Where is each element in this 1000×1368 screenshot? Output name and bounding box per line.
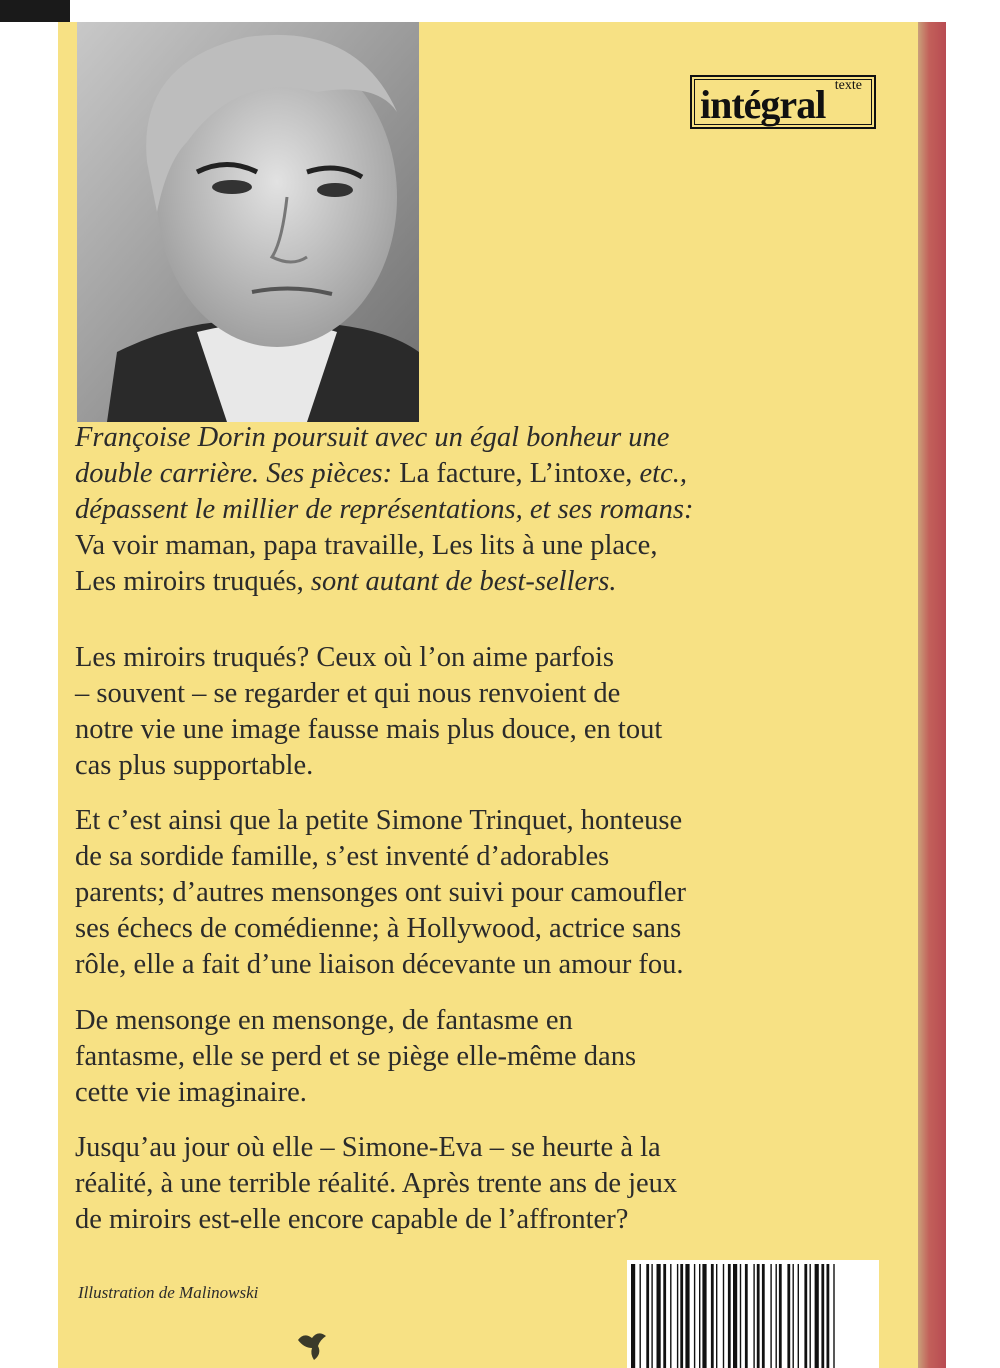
author-photo (77, 22, 419, 422)
intro-line (75, 564, 915, 600)
illustration-credit: Illustration de Malinowski (78, 1283, 259, 1302)
barcode-bar (728, 1264, 731, 1368)
barcode-bar (779, 1264, 782, 1368)
barcode-bar (804, 1264, 807, 1368)
paragraph-line: Jusqu’au jour où elle – Simone-Eva – se heurte à la (75, 1132, 661, 1163)
paragraph-line: – souvent – se regarder et qui nous renvoient de (75, 678, 621, 709)
intro-line (75, 420, 915, 456)
barcode-bar (631, 1264, 635, 1368)
paragraph-line: parents; d’autres mensonges ont suivi pour camoufler (75, 877, 687, 908)
paragraph-line: rôle, elle a fait d’une liaison décevante un amour fou. (75, 949, 684, 980)
logo-main-text: intégral (700, 82, 826, 127)
barcode-bar (699, 1264, 700, 1368)
paragraph-line: notre vie une image fausse mais plus douce, en tout (75, 714, 663, 745)
barcode-bar (640, 1264, 641, 1368)
barcode-bar (757, 1264, 760, 1368)
barcode-bar (810, 1264, 811, 1368)
author-intro (75, 420, 915, 600)
barcode (627, 1260, 879, 1368)
summary-paragraph-3 (75, 1003, 915, 1111)
barcode-bar (833, 1264, 834, 1368)
logo-small-text: texte (834, 78, 862, 93)
barcode-bar (787, 1264, 790, 1368)
paragraph-line: ses échecs de comédienne; à Hollywood, actrice sans (75, 913, 682, 944)
intro-segment: Va voir maman, papa travaille, Les lits à une place, (75, 530, 658, 561)
barcode-bar (762, 1264, 765, 1368)
barcode-bar (680, 1264, 683, 1368)
intro-segment: sont autant de best-sellers. (310, 566, 617, 597)
paragraph-line: fantasme, elle se perd et se piège elle-même dans (75, 1041, 637, 1072)
summary-paragraph-2 (75, 803, 915, 983)
paragraph-line: De mensonge en mensonge, de fantasme en (75, 1005, 573, 1036)
paragraph-line: cas plus supportable. (75, 750, 314, 781)
barcode-bar (770, 1264, 771, 1368)
barcode-bar (723, 1264, 724, 1368)
barcode-bar (798, 1264, 799, 1368)
intro-segment: La facture, L’intoxe, (399, 458, 640, 489)
intro-segment: Les miroirs truqués, (75, 566, 311, 597)
paragraph-line: Les miroirs truqués? Ceux où l’on aime parfois (75, 642, 614, 673)
intro-segment: dépassent le millier de représentations, et ses romans: (75, 494, 694, 525)
scan-shadow (0, 0, 70, 22)
paragraph-line: de miroirs est-elle encore capable de l’affronter? (75, 1204, 629, 1235)
texte-integral-logo (690, 75, 876, 129)
barcode-bar (702, 1264, 706, 1368)
book-spine-edge (918, 22, 946, 1368)
barcode-bar (646, 1264, 649, 1368)
barcode-bar (711, 1264, 714, 1368)
barcode-bar (740, 1264, 741, 1368)
paragraph-line: cette vie imaginaire. (75, 1077, 307, 1108)
publisher-logo-icon (292, 1326, 332, 1366)
summary-paragraph-4 (75, 1130, 915, 1238)
intro-line (75, 528, 915, 564)
paragraph-line: Et c’est ainsi que la petite Simone Trinquet, honteuse (75, 805, 683, 836)
intro-segment: etc., (639, 458, 687, 489)
barcode-bar (651, 1264, 652, 1368)
barcode-bar (657, 1264, 661, 1368)
paragraph-line: réalité, à une terrible réalité. Après trente ans de jeux (75, 1168, 678, 1199)
paragraph-line: de sa sordide famille, s’est inventé d’adorables (75, 841, 610, 872)
barcode-bar (821, 1264, 824, 1368)
intro-line (75, 456, 915, 492)
intro-segment: double carrière. Ses pièces: (75, 458, 400, 489)
barcode-bar (776, 1264, 777, 1368)
barcode-bar (745, 1264, 748, 1368)
barcode-bar (793, 1264, 794, 1368)
barcode-bar (663, 1264, 666, 1368)
barcode-bar (677, 1264, 678, 1368)
intro-segment: Françoise Dorin poursuit avec un égal bonheur une (75, 422, 670, 453)
barcode-bar (733, 1264, 737, 1368)
barcode-bar (815, 1264, 819, 1368)
intro-line (75, 492, 915, 528)
barcode-bar (694, 1264, 695, 1368)
barcode-bar (685, 1264, 689, 1368)
barcode-bar (716, 1264, 717, 1368)
summary-paragraph-1 (75, 640, 915, 784)
barcode-bar (753, 1264, 754, 1368)
barcode-bar (827, 1264, 830, 1368)
barcode-bar (670, 1264, 671, 1368)
